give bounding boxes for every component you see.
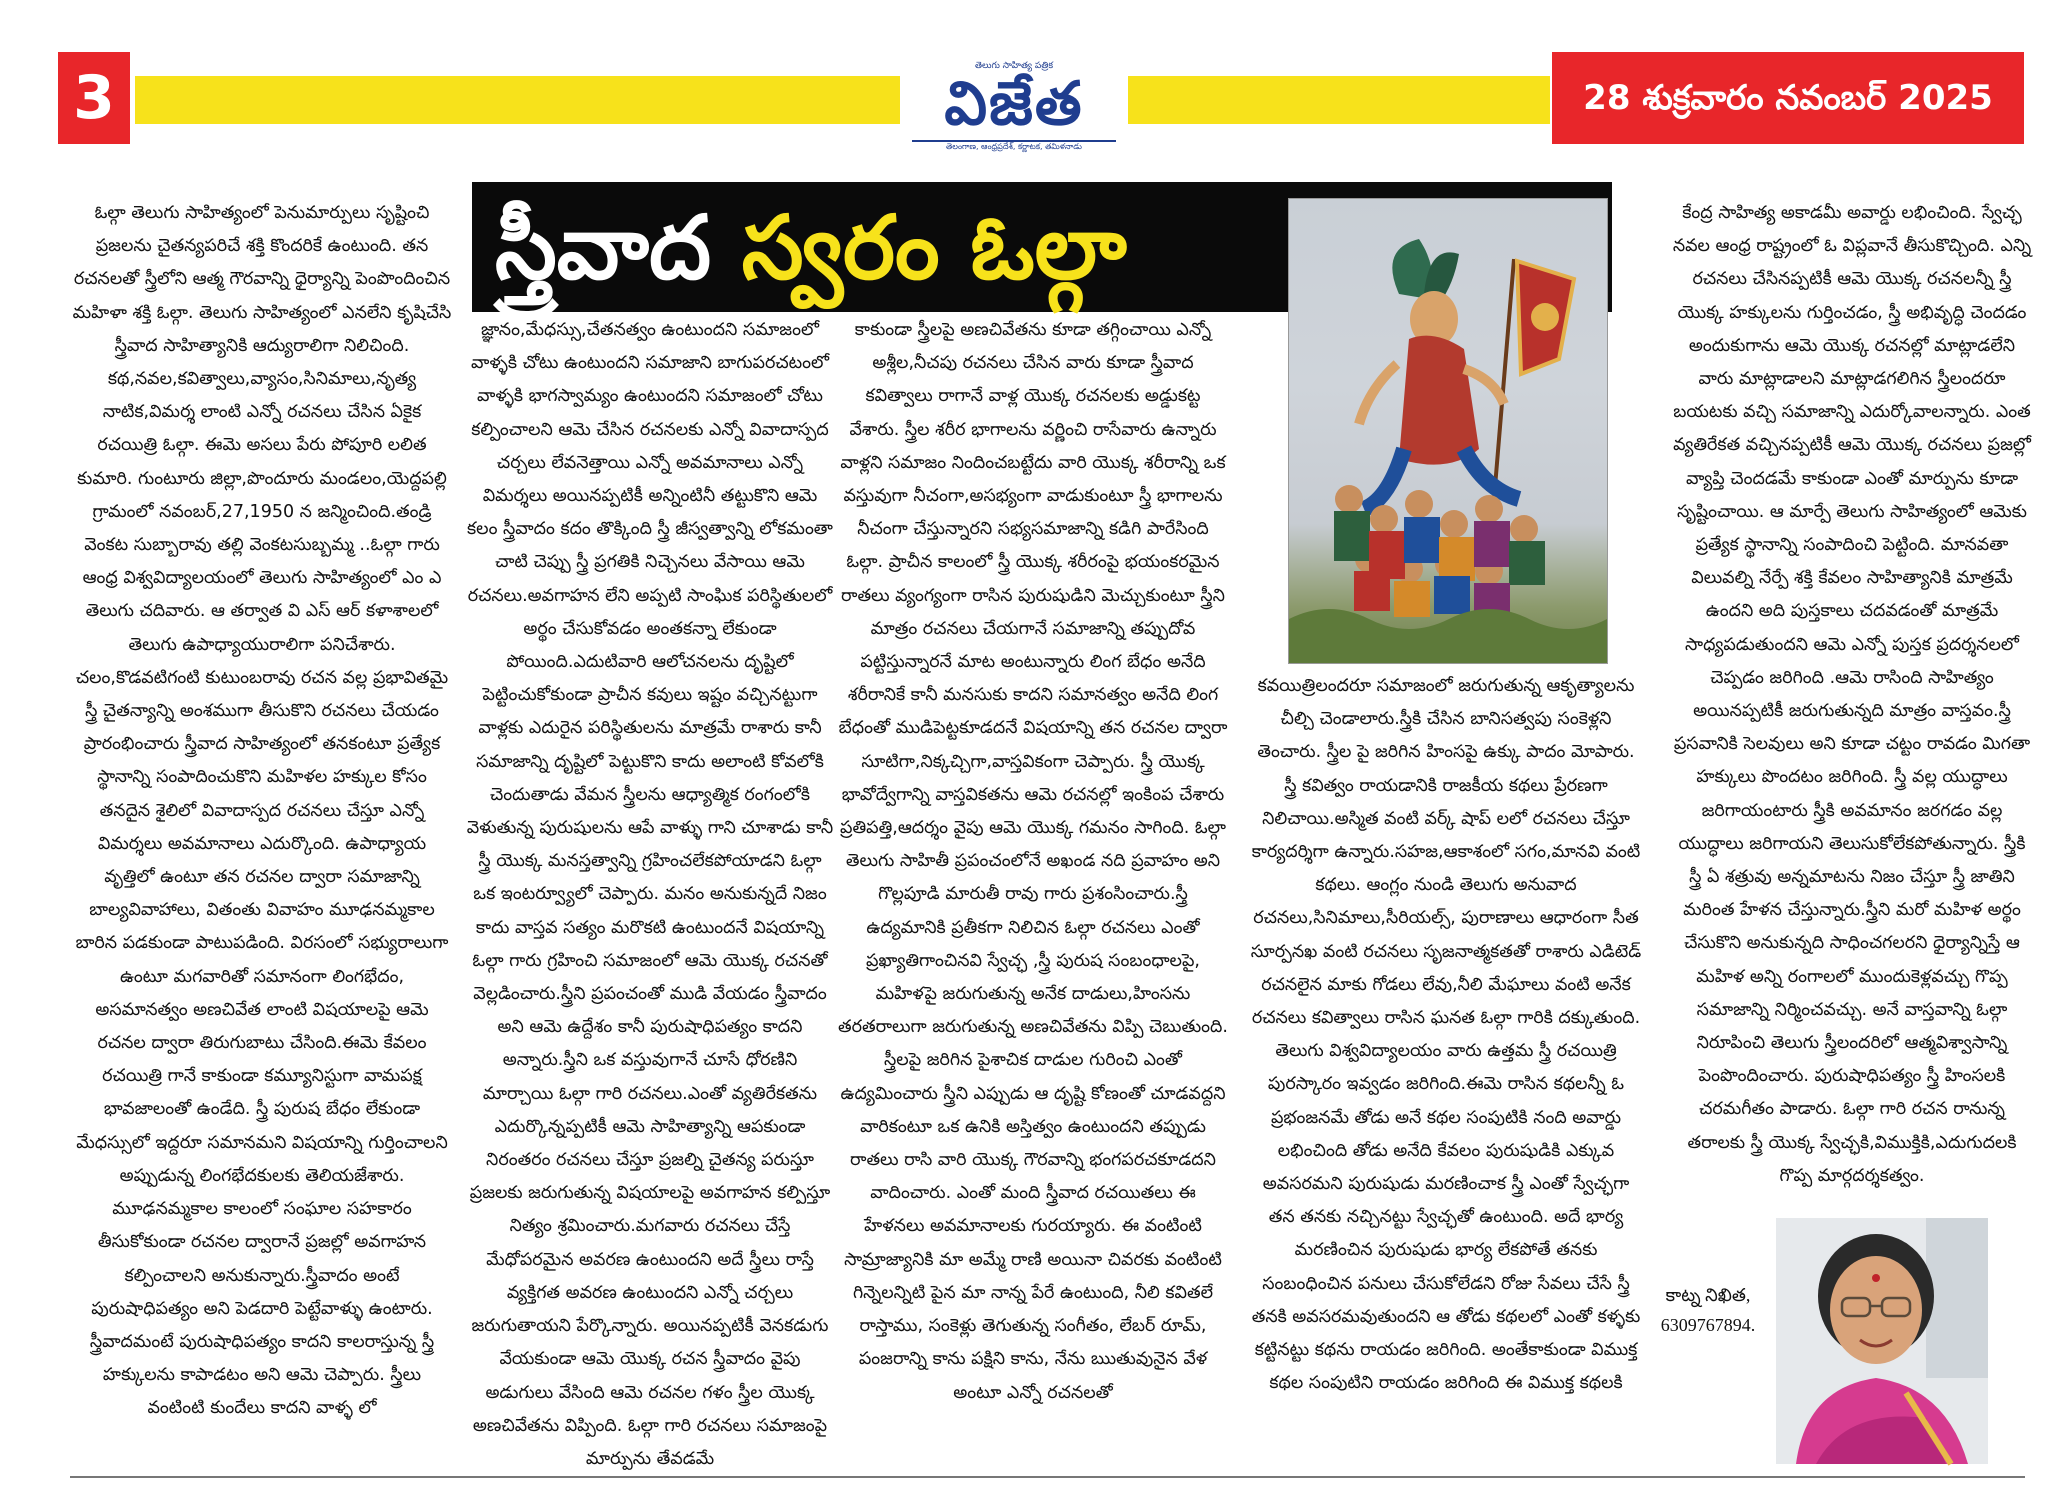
flag-pole: [1494, 259, 1514, 499]
author-bindi: [1872, 1274, 1880, 1282]
article-column-1: [72, 197, 452, 1457]
page-number: 3: [58, 52, 130, 144]
paragraph: కేంద్ర సాహిత్య అకాడమీ అవార్డు లభించింది. స్వేచ్ఛ నవల ఆంధ్ర రాష్ట్రంలో ఓ విప్లవానే తీసుకొచ్చింది. ఎన్ని రచనలు చేసినప్పటికీ ఆమె యొక్క రచనలన్నీ స్త్రీ యొక్క హక్కులను గుర్తించడం, స్త్రీ అభివృద్ధి చెందడం అందుకుగాను ఆమె యొక్క రచనల్లో మాట్లాడలేని వారు మాట్లాడాలని మాట్లాడగలిగిన స్త్రీలందరూ బయటకు వచ్చి సమాజాన్ని ఎదుర్కోవాలన్నారు. ఎంత వ్యతిరేకత వచ్చినప్పటికీ ఆమె యొక్క రచనలు ప్రజల్లో వ్యాప్తి చెందడమే కాకుండా ఎంతో మార్పును కూడా సృష్టించాయి. ఆ మార్పే తెలుగు సాహిత్యంలో ఆమెకు ప్రత్యేక స్థానాన్ని సంపాదించి పెట్టింది. మానవతా విలువల్ని నేర్పే శక్తి కేవలం సాహిత్యానికి మాత్రమే ఉందని అది పుస్తకాలు చదవడంతో మాత్రమే సాధ్యపడుతుందని ఆమె ఎన్నో పుస్తక ప్రదర్శనలలో చెప్పడం జరిగింది .ఆమె రాసింది సాహిత్యం అయినప్పటికీ జరుగుతున్నది మాత్రం వాస్తవం.స్త్రీ ప్రసవానికి సెలవులు అని కూడా చట్టం రావడం మిగతా హక్కులు పొందటం జరిగింది. స్త్రీ వల్ల యుద్ధాలు జరిగాయంటారు స్త్రీకి అవమానం జరగడం వల్ల యుద్ధాలు జరిగాయని తెలుసుకోలేకపోతున్నారు. స్త్రీకి స్త్రీ ఏ శత్రువు అన్నమాటను నిజం చేస్తూ స్త్రీ జాతిని మరింత హేళన చేస్తున్నారు.స్త్రీని మరో మహిళ అర్థం చేసుకొని అనుకున్నది సాధించగలరని ధైర్యాన్నిస్తే ఆ మహిళ అన్ని రంగాలలో ముందుకెళ్లవచ్చు గొప్ప సమాజాన్ని నిర్మించవచ్చు. అనే వాస్తవాన్ని ఓల్గా నిరూపించి తెలుగు స్త్రీలందరిలో ఆత్మవిశ్వాసాన్ని పెంపొందించారు. పురుషాధిపత్యం స్త్రీ హింసలకి చరమగీతం పాడారు. ఓల్గా గారి రచన రానున్న తరాలకు స్త్రీ యొక్క స్వేచ్ఛకి,విముక్తికి,ఎదుగుదలకి గొప్ప మార్గదర్శకత్వం.: [1672, 203, 2032, 1186]
author-photo-svg: [1776, 1218, 1988, 1464]
headline-part2: స్వరం ఓల్గా: [741, 196, 1127, 299]
paragraph: ఓల్గా తెలుగు సాహిత్యంలో పెనుమార్పులు సృష్టించి ప్రజలను చైతన్యపరిచే శక్తి కొందరికే ఉంటుంది. తన రచనలతో స్త్రీలోని ఆత్మ గౌరవాన్ని ధైర్యాన్ని పెంపొందించిన మహిళా శక్తి ఓల్గా. తెలుగు సాహిత్యంలో ఎనలేని కృషిచేసి స్త్రీవాద సాహిత్యానికి ఆద్యురాలిగా నిలిచింది. కథ,నవల,కవిత్వాలు,వ్యాసం,సినిమాలు,నృత్య నాటిక,విమర్శ లాంటి ఎన్నో రచనలు చేసిన ఏకైక రచయిత్రి ఓల్గా. ఈమె అసలు పేరు పోపూరి లలిత కుమారి. గుంటూరు జిల్లా,పొందూరు మండలం,యెద్దపల్లి గ్రామంలో నవంబర్,27,1950 న జన్మించింది.తండ్రి వెంకట సుబ్బారావు తల్లి వెంకటసుబ్బమ్మ ..ఓల్గా గారు ఆంధ్ర విశ్వవిద్యాలయంలో తెలుగు సాహిత్యంలో ఎం ఎ తెలుగు చదివారు. ఆ తర్వాత వి ఎస్ ఆర్ కళాశాలలో తెలుగు ఉపాధ్యాయురాలిగా పనిచేశారు.: [72, 203, 452, 655]
masthead-subline: తెలంగాణ, ఆంధ్రప్రదేశ్, కర్ణాటక, తమిళనాడు: [946, 142, 1082, 151]
author-byline: [1648, 1280, 1768, 1340]
paragraph: కవయిత్రిలందరూ సమాజంలో జరుగుతున్న ఆకృత్యాలను చీల్చి చెండాలారు.స్త్రీకి చేసిన బానిసత్వపు సంకెళ్లని తెంచారు. స్త్రీల పై జరిగిన హింసపై ఉక్కు పాదం మోపారు. స్త్రీ కవిత్వం రాయడానికి రాజకీయ కథలు ప్రేరణగా నిలిచాయి.అస్మిత వంటి వర్క్ షాప్ లలో రచనలు చేస్తూ కార్యదర్శిగా ఉన్నారు.సహజ,ఆకాశంలో సగం,మానవి వంటి కథలు. ఆంగ్లం నుండి తెలుగు అనువాద రచనలు,సినిమాలు,సీరియల్స్, పురాణాలు ఆధారంగా సీత సూర్పనఖ వంటి రచనలు సృజనాత్మకతతో రాశారు ఎడిటెడ్ రచనలైన మాకు గోడలు లేవు,నీలి మేఘాలు వంటి అనేక రచనలు కవిత్వాలు రాసిన ఘనత ఓల్గా గారికి దక్కుతుంది.: [1250, 676, 1642, 1029]
headline-part1: స్త్రీవాద: [495, 196, 742, 299]
paragraph: చలం,కొడవటిగంటి కుటుంబరావు రచన వల్ల ప్రభావితమై స్త్రీ చైతన్యాన్ని అంశముగా తీసుకొని రచనలు చేయడం ప్రారంభించారు స్త్రీవాద సాహిత్యంలో తనకంటూ ప్రత్యేక స్థానాన్ని సంపాదించుకొని మహిళల హక్కుల కోసం తనదైన శైలిలో వివాదాస్పద రచనలు చేస్తూ ఎన్నో విమర్శలు అవమానాలు ఎదుర్కొంది. ఉపాధ్యాయ వృత్తిలో ఉంటూ తన రచనల ద్వారా సమాజాన్ని బాల్యవివాహాలు, వితంతు వివాహం మూఢనమ్మకాల బారిన పడకుండా పాటుపడింది. విరసంలో సభ్యురాలుగా ఉంటూ మగవారితో సమానంగా లింగభేదం, అసమానత్వం అణచివేత లాంటి విషయాలపై ఆమె రచనల ద్వారా తిరుగుబాటు చేసింది.ఈమె కేవలం రచయిత్రి గానే కాకుండా కమ్యూనిస్టుగా వామపక్ష భావజాలంతో ఉండేది. స్త్రీ పురుష బేధం లేకుండా మేధస్సులో ఇద్దరూ సమానమని విషయాన్ని గుర్తించాలని అప్పుడున్న లింగభేదకులకు తెలియజేశారు. మూఢనమ్మకాల కాలంలో సంఘాల సహకారం తీసుకోకుండా రచనల ద్వారానే ప్రజల్లో అవగాహన కల్పించాలని అనుకున్నారు.స్త్రీవాదం అంటే పురుషాధిపత్యం అని పెడదారి పెట్టేవాళ్ళు ఉంటారు. స్త్రీవాదమంటే పురుషాధిపత్యం కాదని కాలరాస్తున్న స్త్రీ హక్కులను కాపాడటం అని ఆమె చెప్పారు. స్త్రీలు వంటింటి కుందేలు కాదని వాళ్ళ లో: [75, 667, 449, 1419]
grass: [1289, 609, 1607, 663]
paragraph: కాకుండా స్త్రీలపై అణచివేతను కూడా తగ్గించాయి ఎన్నో అశ్లీల,నీచపు రచనలు చేసిన వారు కూడా స్త్రీవాద కవిత్వాలు రాగానే వాళ్ల యొక్క రచనలకు అడ్డుకట్ట వేశారు. స్త్రీల శరీర భాగాలను వర్ణించి రాసేవారు ఉన్నారు వాళ్లని సమాజం నిందించబట్టేదు వారి యొక్క శరీరాన్ని ఒక వస్తువుగా నీచంగా,అసభ్యంగా వాడుకుంటూ స్త్రీ భాగాలను నీచంగా చేస్తున్నారని సభ్యసమాజాన్ని కడిగి పారేసింది ఓల్గా. ప్రాచీన కాలంలో స్త్రీ యొక్క శరీరంపై భయంకరమైన రాతలు వ్యంగ్యంగా రాసిన పురుషుడిని మెచ్చుకుంటూ స్త్రీని మాత్రం రచనలు చేయగానే సమాజాన్ని తప్పుదోవ పట్టిస్తున్నారనే మాట అంటున్నారు లింగ బేధం అనేది శరీరానికే కానీ మనసుకు కాదని సమానత్వం అనేది లింగ బేధంతో ముడిపెట్టకూడదనే విషయాన్ని తన రచనల ద్వారా సూటిగా,నిక్కచ్చిగా,వాస్తవికంగా చెప్పారు. స్త్రీ యొక్క భావోద్వేగాన్ని వాస్తవికతను ఆమె రచనల్లో ఇంకింప చేశారు ప్రతిపత్తి,ఆదర్శం వైపు ఆమె యొక్క గమనం సాగింది. ఓల్గా తెలుగు సాహితీ ప్రపంచంలోనే అఖండ నది ప్రవాహం అని గొల్లపూడి మారుతీ రావు గారు ప్రశంసించారు.స్త్రీ ఉద్యమానికి ప్రతీకగా నిలిచిన ఓల్గా రచనలు ఎంతో ప్రఖ్యాతిగాంచినవి స్వేచ్ఛ ,స్త్రీ పురుష సంబంధాలపై, మహిళపై జరుగుతున్న అనేక దాడులు,హింసను తరతరాలుగా జరుగుతున్న అణచివేతను విప్పి చెబుతుంది. స్త్రీలపై జరిగిన పైశాచిక దాడుల గురించి ఎంతో ఉద్యమించారు స్త్రీని ఎప్పుడు ఆ దృష్టి కోణంతో చూడవద్దని వారికంటూ ఒక ఉనికి అస్తిత్వం ఉంటుందని తప్పుడు రాతలు రాసి వారి యొక్క గౌరవాన్ని భంగపరచకూడదని వాదించారు. ఎంతో మంది స్త్రీవాద రచయితలు ఈ హేళనలు అవమానాలకు గురయ్యారు. ఈ వంటింటి సామ్రాజ్యానికి మా అమ్మే రాణి అయినా చివరకు వంటింటి గిన్నెలన్నిటి పైన మా నాన్న పేరే ఉంటుంది, నీలి కవితలే రాస్తాము, సంకెళ్లు తెగుతున్న సంగీతం, లేబర్ రూమ్, పంజరాన్ని కాను పక్షిని కాను, నేను ఋతువునైన వేళ అంటూ ఎన్నో రచనలతో: [838, 320, 1228, 1403]
headline: [495, 186, 1127, 310]
article-column-2: [466, 314, 834, 1469]
painting-goddess-illustration: [1288, 198, 1608, 664]
paragraph: తెలుగు విశ్వవిద్యాలయం వారు ఉత్తమ స్త్రీ రచయిత్రి పురస్కారం ఇవ్వడం జరిగింది.ఈమె రాసిన కథలన్నీ ఓ ప్రభంజనమే తోడు అనే కథల సంపుటికి నంది అవార్డు లభించింది తోడు అనేది కేవలం పురుషుడికి ఎక్కువ అవసరమని పురుషుడు మరణించాక స్త్రీ ఎంతో స్వేచ్ఛగా తన తనకు నచ్చినట్టు స్వేచ్ఛతో ఉంటుంది. అదే భార్య మరణించిన పురుషుడు భార్య లేకపోతే తనకు సంబంధించిన పనులు చేసుకోలేడని రోజు సేవలు చేసే స్త్రీ తనకి అవసరమవుతుందని ఆ తోడు కథలలో ఎంతో కళ్ళకు కట్టినట్టు కథను రాయడం జరిగింది. అంతేకాకుండా విముక్త కథల సంపుటిని రాయడం జరిగింది ఈ విముక్త కథలకి: [1251, 1041, 1641, 1394]
author-photo: [1776, 1218, 1988, 1464]
article-column-3: [838, 314, 1228, 1457]
painting-svg: [1289, 199, 1607, 663]
figure-dress: [1399, 336, 1479, 465]
author-phone: 6309767894.: [1660, 1315, 1756, 1335]
author-name: కాట్న నిఖిత,: [1665, 1285, 1751, 1305]
figure-leg: [1464, 449, 1519, 499]
bottom-rule: [70, 1476, 2025, 1478]
paragraph: జ్ఞానం,మేధస్సు,చేతనత్వం ఉంటుందని సమాజంలో వాళ్ళకి చోటు ఉంటుందని సమాజాని బాగుపరచటంలో వాళ్ళకి భాగస్వామ్యం ఉంటుందని సమాజంలో చోటు కల్పించాలని ఆమె చేసిన రచనలకు ఎన్నో వివాదాస్పద చర్చలు లేవనెత్తాయి ఎన్నో అవమానాలు ఎన్నో విమర్శలు అయినప్పటికీ అన్నింటినీ తట్టుకొని ఆమె కలం స్త్రీవాదం కదం తొక్కింది స్త్రీ జీస్వత్వాన్ని లోకమంతా చాటి చెప్పు స్త్రీ ప్రగతికి నిచ్చెనలు వేసాయి ఆమె రచనలు.అవగాహన లేని అప్పటి సాంఘిక పరిస్థితులలో అర్థం చేసుకోవడం అంతకన్నా లేకుండా పోయింది.ఎదుటివారి ఆలోచనలను దృష్టిలో పెట్టించుకోకుండా ప్రాచీన కవులు ఇష్టం వచ్చినట్టుగా వాళ్లకు ఎదురైన పరిస్థితులను మాత్రమే రాశారు కానీ సమాజాన్ని దృష్టిలో పెట్టుకొని కాదు అలాంటి కోవలోకి చెందుతాడు వేమన స్త్రీలను ఆధ్యాత్మిక రంగంలోకి వెళుతున్న పురుషులను ఆపే వాళ్ళు గాని చూశాడు కానీ స్త్రీ యొక్క మనస్తత్వాన్ని గ్రహించలేకపోయాడని ఓల్గా ఒక ఇంటర్వ్యూలో చెప్పారు. మనం అనుకున్నదే నిజం కాదు వాస్తవ సత్యం మరొకటి ఉంటుందనే విషయాన్ని ఓల్గా గారు గ్రహించి సమాజంలో ఆమె యొక్క రచనతో వెల్లడించారు.స్త్రీని ప్రపంచంతో ముడి వేయడం స్త్రీవాదం అని ఆమె ఉద్దేశం కానీ పురుషాధిపత్యం కాదని అన్నారు.స్త్రీని ఒక వస్తువుగానే చూసే ధోరణిని మార్చాయి ఓల్గా గారి రచనలు.ఎంతో వ్యతిరేకతను ఎదుర్కొన్నప్పటికీ ఆమె సాహిత్యాన్ని ఆపకుండా నిరంతరం రచనలు చేస్తూ ప్రజల్ని చైతన్య పరుస్తూ ప్రజలకు జరుగుతున్న విషయాలపై అవగాహన కల్పిస్తూ నిత్యం శ్రమించారు.మగవారు రచనలు చేస్తే మేధోపరమైన అవరణ ఉంటుందని అదే స్త్రీలు రాస్తే వ్యక్తిగత అవరణ ఉంటుందని ఎన్నో చర్చలు జరుగుతాయని పేర్కొన్నారు. అయినప్పటికీ వెనకడుగు వేయకుండా ఆమె యొక్క రచన స్త్రీవాదం వైపు అడుగులు వేసింది ఆమె రచనల గళం స్త్రీల యొక్క అణచివేతను విప్పింది. ఓల్గా గారి రచనలు సమాజంపై మార్పును తేవడమే: [466, 320, 834, 1469]
figure-leg: [1364, 449, 1404, 509]
masthead[interactable]: [900, 58, 1128, 166]
figure-arm: [1359, 364, 1397, 424]
masthead-logo: విజేత: [944, 69, 1084, 139]
issue-date: 28 శుక్రవారం నవంబర్ 2025: [1552, 52, 2024, 144]
author-face: [1830, 1256, 1922, 1364]
header-band-left: [135, 76, 905, 124]
flag-emblem: [1531, 303, 1559, 331]
article-column-4: [1250, 670, 1642, 1457]
header-band-right: [1125, 76, 1550, 124]
masthead-tagline: తెలుగు సాహిత్య పత్రిక: [974, 61, 1054, 71]
article-column-5: [1672, 197, 2032, 1197]
